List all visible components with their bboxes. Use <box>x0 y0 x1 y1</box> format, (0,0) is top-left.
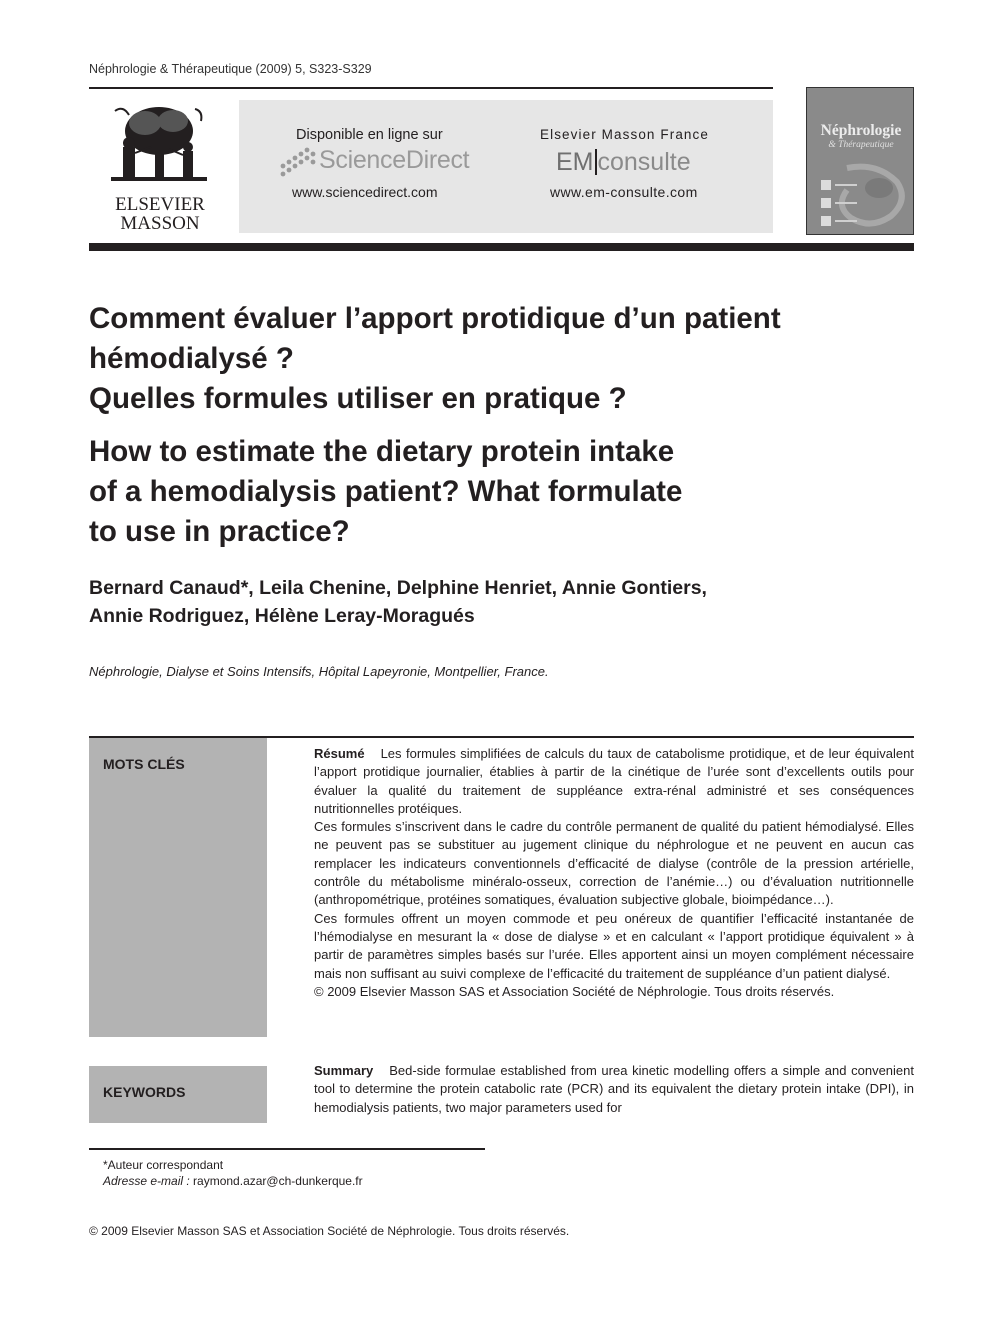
abstract-paragraph: Ces formules offrent un moyen commode et peu onéreux de quantifier l’efficacité instantanée de l’hémodialyse en mesurant la « dose de dialyse » et en calculant « l’apport protidique équivalent » à partir de paramètres simples basés sur l’urée. Elles apportent ainsi un moyen complément nécessaire mais non suffisant au suivi complexe de l’efficacité du traitement de suppléance d’un patient dialysé. <box>314 910 914 981</box>
sciencedirect-label: Disponible en ligne sur <box>296 127 443 143</box>
affiliation: Néphrologie, Dialyse et Soins Intensifs, Hôpital Lapeyronie, Montpellier, France. <box>89 664 549 679</box>
availability-banner <box>239 100 773 233</box>
keywords-label-english: KEYWORDS <box>103 1084 186 1100</box>
keywords-box-french <box>89 738 267 1037</box>
elsevier-tree-logo-icon <box>105 103 213 189</box>
em-consulte-url[interactable]: www.em-consulte.com <box>550 184 698 200</box>
sciencedirect-dots-icon <box>277 146 317 178</box>
cover-artwork-icon <box>807 158 914 235</box>
email-note: Adresse e-mail : raymond.azar@ch-dunkerque.fr <box>103 1174 363 1188</box>
abstract-heading: Résumé <box>314 746 365 761</box>
journal-reference: Néphrologie & Thérapeutique (2009) 5, S323-S329 <box>89 62 372 76</box>
cover-subtitle: & Thérapeutique <box>828 140 894 150</box>
page-copyright: © 2009 Elsevier Masson SAS et Association Société de Néphrologie. Tous droits réservés. <box>89 1224 570 1238</box>
sciencedirect-name: ScienceDirect <box>319 146 470 174</box>
title-english: How to estimate the dietary protein intake of a hemodialysis patient? What formulate to use in practice? <box>89 435 683 548</box>
masthead-rule <box>89 243 914 251</box>
corresponding-author-note: *Auteur correspondant <box>103 1158 224 1172</box>
journal-cover <box>806 87 914 235</box>
author-list: Bernard Canaud*, Leila Chenine, Delphine Henriet, Annie Gontiers, Annie Rodriguez, Hélène Leray-Moragués <box>89 577 707 627</box>
sciencedirect-url[interactable]: www.sciencedirect.com <box>292 184 438 200</box>
header-rule <box>89 87 773 89</box>
abstract-paragraph: Les formules simplifiées de calculs du taux de catabolisme protidique, et de leur équivalent l’apport protidique journalier, établies à partir de la cinétique de l’urée sont d’excellents outils pour évaluer la qualité du traitement de suppléance extra-rénal administré et ses conséquences nutritionnelles protéiques. <box>314 746 914 816</box>
title-french: Comment évaluer l’apport protidique d’un patient hémodialysé ? Quelles formules utiliser en pratique ? <box>89 302 781 415</box>
summary-heading: Summary <box>314 1063 374 1078</box>
abstract-english <box>314 1062 914 1117</box>
cover-title: Néphrologie <box>820 122 902 139</box>
abstract-paragraph: Ces formules s’inscrivent dans le cadre du contrôle permanent de qualité du patient hémodialysé. Elles ne peuvent pas se substituer au jugement clinique du néphrologue et ne peuvent en aucun cas remplacer les indicateurs conventionnels d’efficacité de dialyse (contrôle de la pression artérielle, contrôle du métabolisme minéralo-osseux, correction de l’anémie…) ou d’évaluation nutritionnelle (anthropométrique, protéines somatiques, évaluation subjective globale, bioimpédance…). <box>314 819 914 908</box>
email-link[interactable]: raymond.azar@ch-dunkerque.fr <box>193 1174 363 1188</box>
keywords-box-english <box>89 1066 267 1123</box>
abstract-french <box>314 745 914 1001</box>
em-consulte-label: Elsevier Masson France <box>540 127 710 142</box>
keywords-label-french: MOTS CLÉS <box>103 756 185 772</box>
em-consulte-name: EM consulte <box>556 148 691 176</box>
publisher-logo-text: ELSEVIER MASSON <box>115 194 205 234</box>
summary-text: Bed-side formulae established from urea kinetic modelling offers a simple and convenient tool to determine the protein catabolic rate (PCR) and its equivalent the dietary protein intake (DPI), in hemodialysis patients, two major parameters used for <box>314 1063 914 1115</box>
footnote-rule <box>89 1148 485 1150</box>
abstract-copyright: © 2009 Elsevier Masson SAS et Association Société de Néphrologie. Tous droits réservés. <box>314 983 835 999</box>
